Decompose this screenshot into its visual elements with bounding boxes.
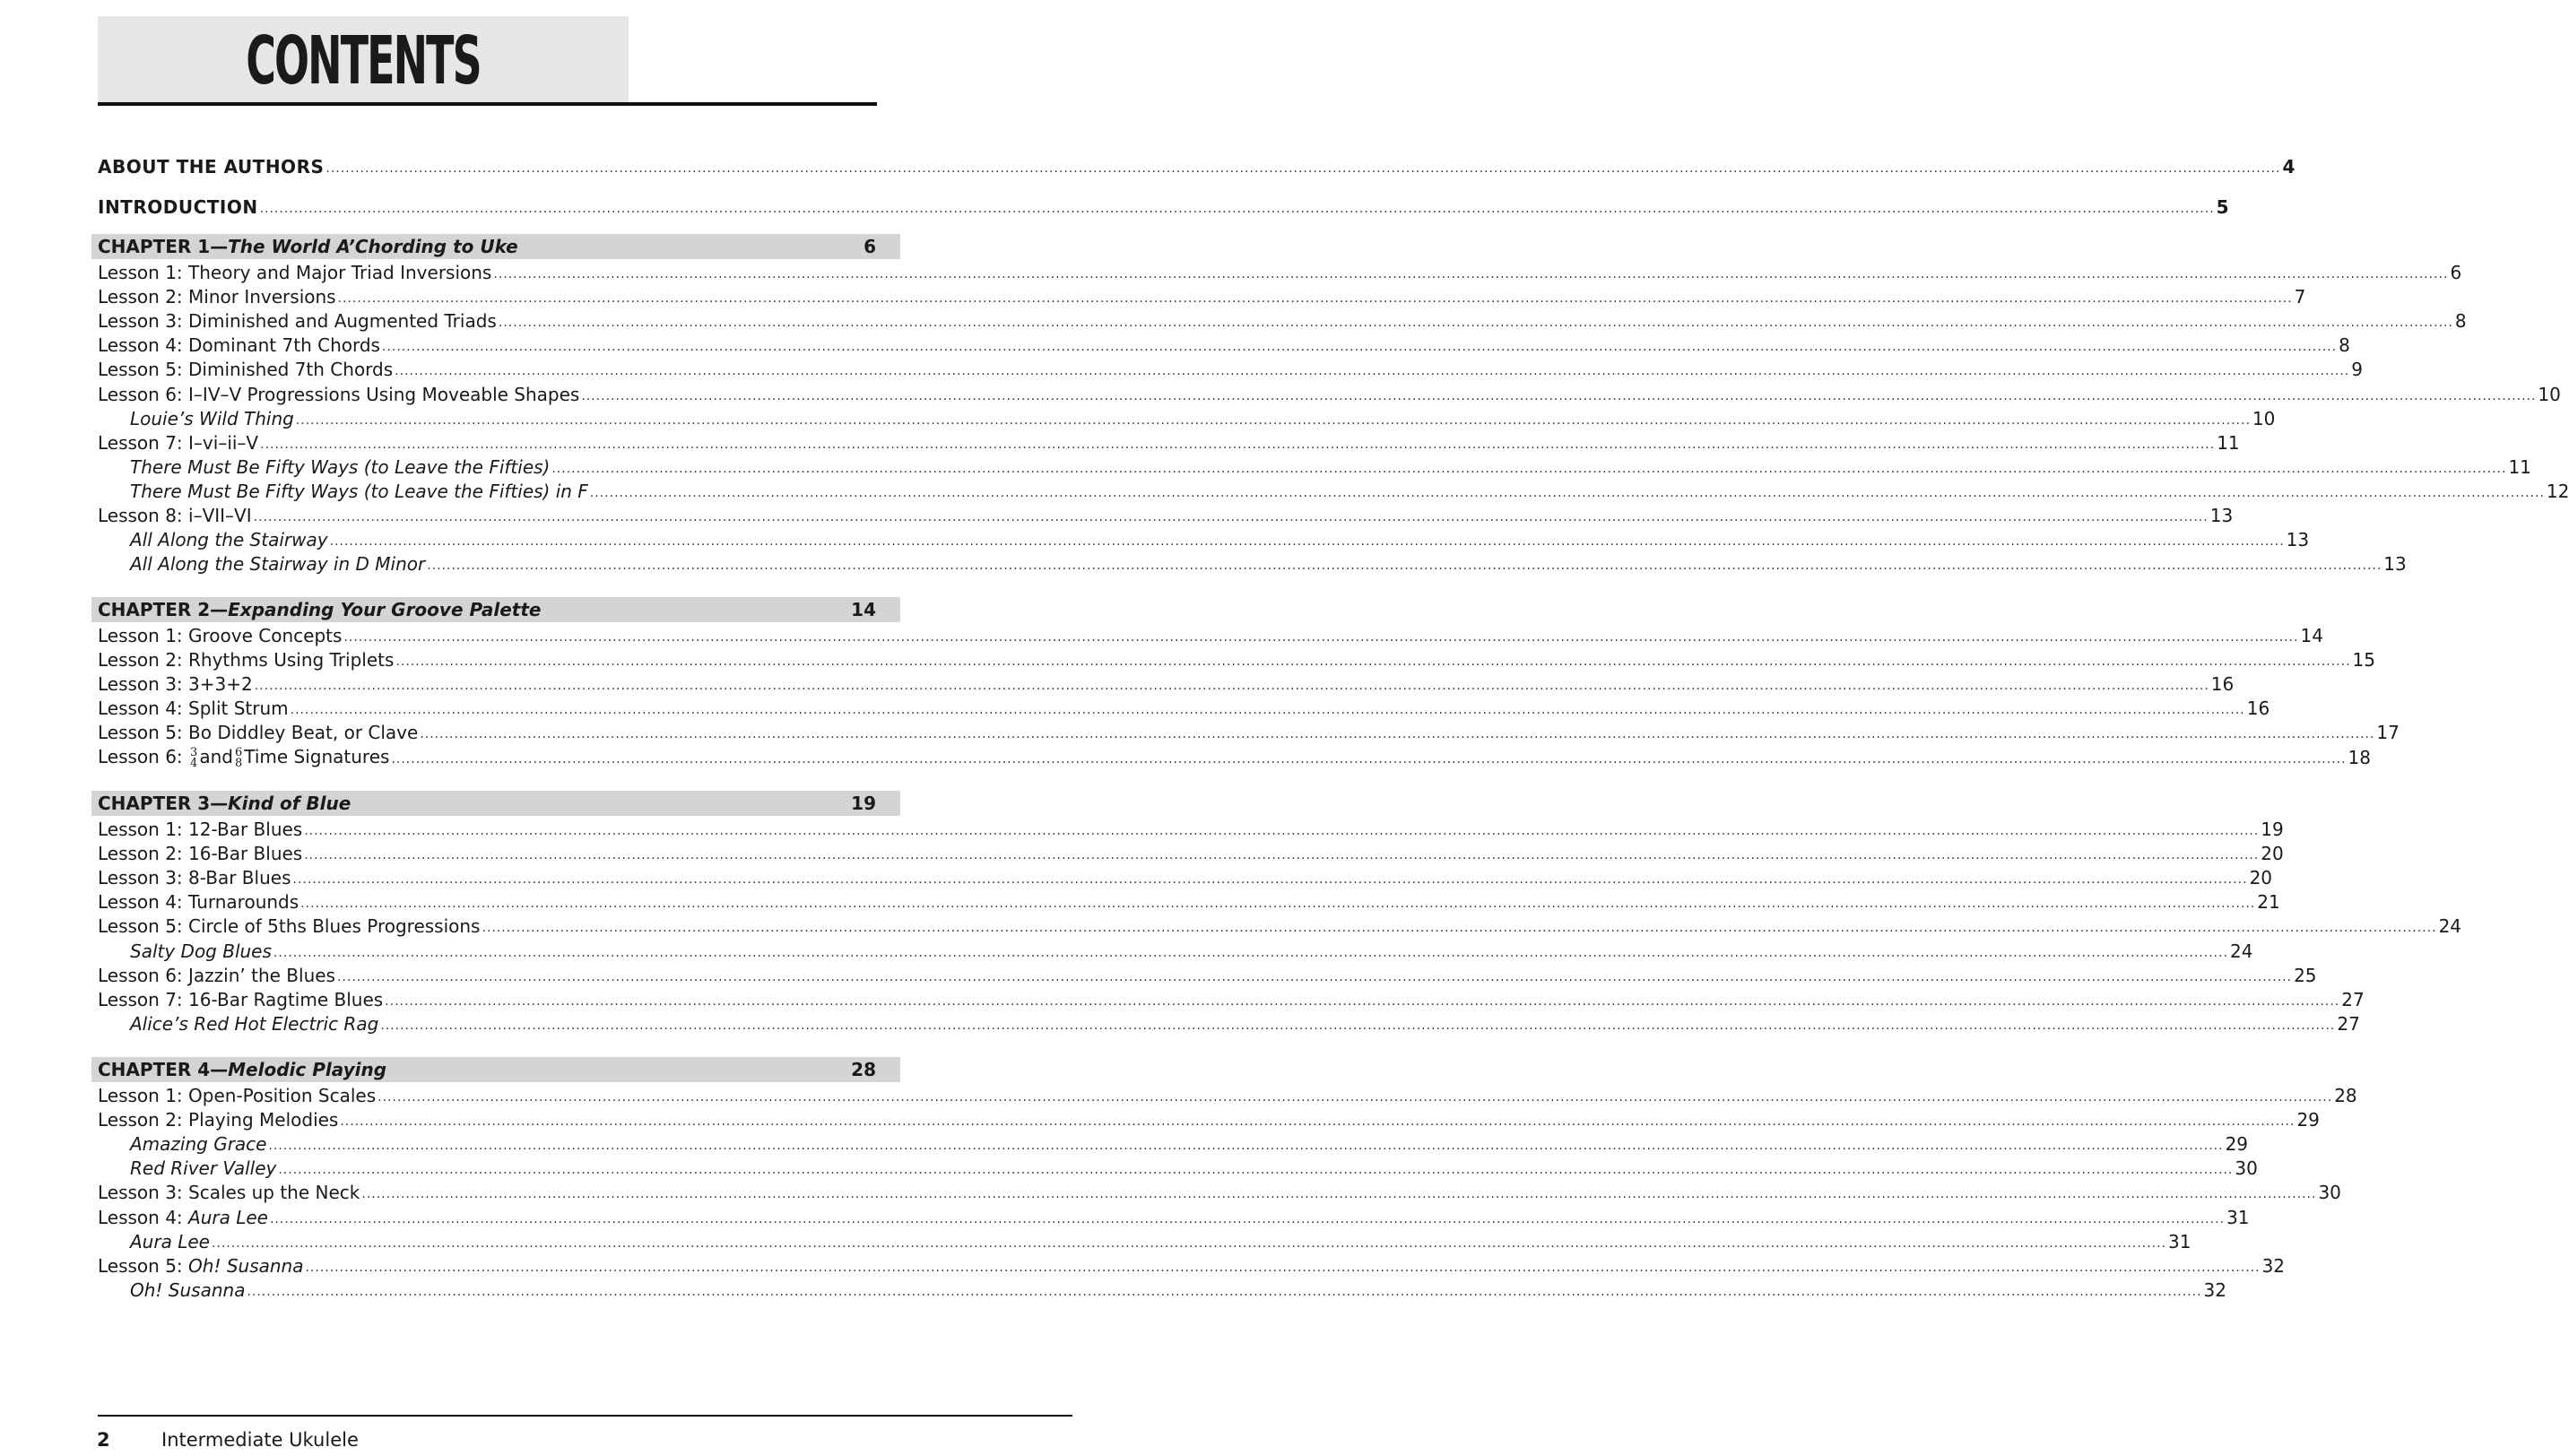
toc-entry [98,504,2234,527]
dot-leader: ................................................................................................................................................................................................................................................................................................................................................................................................................ [329,534,2285,550]
entry-page: 30 [2235,1157,2258,1180]
entry-label-text: Amazing Grace [130,1133,267,1156]
entry-label-text: Lesson 3: 3+3+2 [98,673,253,696]
entry-label-text: Oh! Susanna [130,1278,246,1301]
toc-entry [98,1108,2320,1131]
entry-label-text: Aura Lee [130,1230,210,1252]
entry-page: 11 [2217,431,2240,454]
chapter-heading [91,597,900,622]
toc-entry [98,358,2363,381]
toc-entry [98,890,2280,914]
chapter-number: CHAPTER 3— [98,793,229,814]
entry-page: 18 [2348,746,2371,768]
chapter-title [98,598,541,621]
dot-leader: ................................................................................................................................................................................................................................................................................................................................................................................................................ [292,872,2248,888]
dot-leader: ................................................................................................................................................................................................................................................................................................................................................................................................................ [260,437,2216,452]
entry-label [98,672,253,696]
time-signature [190,745,198,770]
entry-page: 7 [2294,286,2306,308]
toc-entry [98,914,2462,938]
dot-leader: ................................................................................................................................................................................................................................................................................................................................................................................................................ [378,1090,2333,1105]
toc-entry [98,261,2462,284]
entry-label-text: ABOUT THE AUTHORS [98,156,325,178]
entry-page: 9 [2351,359,2363,381]
toc-subentry [130,940,2253,963]
toc-subentry [130,480,2569,503]
toc-subentry [130,1230,2191,1253]
entry-label [98,431,258,455]
entry-label [98,1108,338,1131]
entry-page: 32 [2261,1254,2286,1277]
entry-page: 29 [2296,1109,2320,1131]
entry-label-text: Lesson 6: I–IV–V Progressions Using Moveable Shapes [98,383,580,405]
chapter-number: CHAPTER 2— [98,599,229,620]
entry-label-text: Lesson 7: I–vi–ii–V [98,431,259,454]
toc-entry [98,672,2235,696]
entry-label-text: Louie’s Wild Thing [130,407,294,429]
entry-label [130,407,294,430]
dot-leader: ................................................................................................................................................................................................................................................................................................................................................................................................................ [581,388,2537,403]
dot-leader: ................................................................................................................................................................................................................................................................................................................................................................................................................ [380,1018,2336,1033]
dot-leader: ................................................................................................................................................................................................................................................................................................................................................................................................................ [273,945,2228,960]
dot-leader: ................................................................................................................................................................................................................................................................................................................................................................................................................ [290,703,2245,718]
toc-entry [98,866,2273,889]
entry-label-text: All Along the Stairway [130,529,328,551]
dot-leader: ................................................................................................................................................................................................................................................................................................................................................................................................................ [253,510,2209,524]
entry-label [130,1230,210,1253]
entry-page: 30 [2318,1182,2341,1204]
dot-leader: ................................................................................................................................................................................................................................................................................................................................................................................................................ [391,751,2347,767]
toc-subentry [130,552,2407,576]
entry-label-text: Lesson 1: Groove Concepts [98,625,343,646]
entry-page: 25 [2294,964,2317,986]
entry-page: 27 [2337,1012,2360,1035]
entry-label [98,890,299,914]
dot-leader: ................................................................................................................................................................................................................................................................................................................................................................................................................ [343,630,2299,645]
entry-label [98,914,480,938]
entry-label-text: Red River Valley [130,1157,277,1180]
entry-page: 24 [2438,915,2462,938]
chapter-title [98,235,518,258]
toc-entry [98,155,2296,178]
toc-entry [98,383,2561,406]
toc-entry [98,697,2270,720]
entry-label-text: Lesson 2: 16-Bar Blues [98,843,303,865]
toc-entry [98,624,2323,647]
entry-page: 10 [2252,407,2276,429]
entry-label [98,1206,268,1229]
dot-leader: ................................................................................................................................................................................................................................................................................................................................................................................................................ [498,316,2453,331]
dot-leader: ................................................................................................................................................................................................................................................................................................................................................................................................................ [295,412,2251,428]
dot-leader: ................................................................................................................................................................................................................................................................................................................................................................................................................ [247,1284,2202,1299]
dot-leader: ................................................................................................................................................................................................................................................................................................................................................................................................................ [385,993,2340,1009]
entry-label-text: INTRODUCTION [98,196,258,218]
entry-page: 24 [2230,940,2253,962]
entry-page: 13 [2209,505,2234,526]
toc-subentry [130,1278,2226,1302]
entry-label-text: Alice’s Red Hot Electric Rag [130,1012,379,1035]
toc-entry [98,964,2317,987]
chapter-heading [91,791,900,816]
entry-label [98,745,389,769]
entry-label [98,1254,303,1278]
entry-page: 6 [2450,262,2462,283]
chapter-title [98,1058,386,1081]
chapter-heading [91,234,900,259]
toc-subentry [130,1157,2258,1180]
entry-page: 5 [2216,196,2230,218]
dot-leader: ................................................................................................................................................................................................................................................................................................................................................................................................................ [259,202,2215,216]
entry-page: 20 [2261,843,2284,865]
dot-leader: ................................................................................................................................................................................................................................................................................................................................................................................................................ [482,921,2437,936]
dot-leader: ................................................................................................................................................................................................................................................................................................................................................................................................................ [395,654,2351,670]
entry-label [130,552,425,576]
entry-page: 14 [2300,625,2323,646]
entry-page: 13 [2383,553,2407,576]
entry-label [130,940,272,963]
entry-label-text: Lesson 3: 8-Bar Blues [98,867,291,889]
time-signature-top: 6 [234,745,243,759]
entry-label-text: Lesson 1: Open-Position Scales [98,1085,377,1106]
chapter-number: CHAPTER 1— [98,236,229,257]
toc-subentry [130,407,2276,430]
entry-label-text: Lesson 4: Split Strum [98,698,289,720]
entry-page: 19 [2261,819,2284,840]
entry-label [98,261,491,284]
entry-page: 10 [2538,383,2561,405]
toc-entry [98,1206,2250,1229]
entry-page: 31 [2168,1230,2191,1252]
entry-label [130,528,328,551]
entry-label [98,721,418,744]
time-signature-top: 3 [190,745,198,759]
entry-label [98,842,302,865]
entry-label-text: Salty Dog Blues [130,940,272,962]
dot-leader: ................................................................................................................................................................................................................................................................................................................................................................................................................ [305,1260,2261,1275]
entry-label [98,383,579,406]
chapter-number: CHAPTER 4— [98,1059,229,1080]
entry-label [98,1181,360,1204]
entry-label-text: Lesson 1: 12-Bar Blues [98,819,303,840]
dot-leader: ................................................................................................................................................................................................................................................................................................................................................................................................................ [304,848,2260,863]
dot-leader: ................................................................................................................................................................................................................................................................................................................................................................................................................ [268,1139,2224,1154]
entry-page: 11 [2508,455,2531,478]
dot-leader: ................................................................................................................................................................................................................................................................................................................................................................................................................ [427,559,2382,574]
entry-page: 8 [2454,310,2467,333]
entry-label-text: Lesson 4: [98,1206,183,1228]
entry-label [98,818,302,841]
footer-book-title: Intermediate Ukulele [161,1429,359,1451]
toc-subentry [130,455,2531,479]
dot-leader: ................................................................................................................................................................................................................................................................................................................................................................................................................ [304,824,2260,838]
entry-page: 28 [2334,1085,2357,1106]
entry-label [98,648,394,672]
toc-subentry [130,1132,2249,1156]
time-signature-bottom: 8 [234,756,243,770]
toc-entry [98,818,2284,841]
chapter-page: 28 [851,1059,876,1080]
entry-label-text: Lesson 7: 16-Bar Ragtime Blues [98,988,384,1010]
time-signature-bottom: 4 [190,756,198,770]
entry-label-text: Lesson 4: Dominant 7th Chords [98,334,380,357]
entry-label [98,285,336,308]
chapter-page: 6 [864,236,876,257]
dot-leader: ................................................................................................................................................................................................................................................................................................................................................................................................................ [337,291,2293,307]
entry-label [98,964,335,987]
entry-page: 8 [2339,334,2350,357]
footer-page-number: 2 [97,1429,110,1451]
entry-label [98,988,383,1011]
entry-label-italic: Oh! Susanna [188,1254,304,1277]
toc-subentry [130,528,2310,551]
entry-label [98,624,342,647]
entry-label [98,358,393,381]
entry-label-text: and [199,746,233,767]
chapter-heading [91,1057,900,1082]
toc-entry [98,334,2350,357]
chapter-title [98,792,351,815]
chapter-name: Kind of Blue [228,793,352,814]
dot-leader: ................................................................................................................................................................................................................................................................................................................................................................................................................ [493,267,2449,282]
toc-subentry [130,1012,2360,1036]
entry-page: 16 [2210,673,2235,696]
entry-label-text: Lesson 5: Circle of 5ths Blues Progressions [98,915,481,938]
entry-label [98,195,258,219]
entry-label [130,1132,266,1156]
dot-leader: ................................................................................................................................................................................................................................................................................................................................................................................................................ [269,1211,2226,1226]
entry-label-text: Lesson 2: Playing Melodies [98,1109,339,1131]
entry-page: 20 [2249,867,2273,889]
toc-entry [98,1084,2357,1107]
dot-leader: ................................................................................................................................................................................................................................................................................................................................................................................................................ [395,364,2350,379]
footer-rule [98,1415,1072,1417]
title-banner [98,16,629,102]
time-signature [234,745,243,770]
entry-label [98,504,252,527]
entry-label [130,1012,378,1036]
dot-leader: ................................................................................................................................................................................................................................................................................................................................................................................................................ [551,461,2507,476]
entry-label-text: Time Signatures [244,746,390,767]
toc-entry [98,431,2240,455]
dot-leader: ................................................................................................................................................................................................................................................................................................................................................................................................................ [336,969,2293,984]
chapter-name: Expanding Your Groove Palette [228,599,542,620]
entry-label [98,309,497,333]
entry-label-text: Lesson 1: Theory and Major Triad Inversions [98,262,492,283]
toc-entry [98,285,2306,308]
entry-label-text: Lesson 8: i–VII–VI [98,505,252,526]
chapter-page: 14 [851,599,876,620]
toc-entry [98,988,2365,1011]
dot-leader: ................................................................................................................................................................................................................................................................................................................................................................................................................ [278,1163,2234,1178]
entry-label [130,455,550,479]
entry-label-text: Lesson 2: Rhythms Using Triplets [98,649,395,672]
chapter-page: 19 [851,793,876,814]
toc-entry [98,195,2230,219]
toc-entry [98,1181,2341,1204]
entry-label [98,155,324,178]
dot-leader: ................................................................................................................................................................................................................................................................................................................................................................................................................ [254,679,2209,694]
dot-leader: ................................................................................................................................................................................................................................................................................................................................................................................................................ [589,485,2545,500]
entry-page: 21 [2257,891,2280,914]
entry-label-text: Lesson 3: Diminished and Augmented Triads [98,310,497,333]
chapter-name: Melodic Playing [228,1059,387,1080]
entry-page: 27 [2341,988,2365,1010]
chapter-name: The World A’Chording to Uke [228,236,518,257]
page-title: CONTENTS [246,22,481,100]
dot-leader: ................................................................................................................................................................................................................................................................................................................................................................................................................ [211,1235,2167,1251]
entry-label-text: Lesson 4: Turnarounds [98,891,299,914]
entry-label-text: Lesson 3: Scales up the Neck [98,1182,360,1204]
dot-leader: ................................................................................................................................................................................................................................................................................................................................................................................................................ [300,897,2256,912]
entry-page: 17 [2376,722,2400,744]
entry-label-italic: Aura Lee [188,1206,268,1228]
entry-page: 32 [2203,1278,2226,1301]
entry-label [130,1278,245,1302]
entry-page: 29 [2225,1133,2249,1156]
entry-label [98,697,289,720]
dot-leader: ................................................................................................................................................................................................................................................................................................................................................................................................................ [361,1187,2317,1202]
dot-leader: ................................................................................................................................................................................................................................................................................................................................................................................................................ [340,1114,2296,1130]
entry-page: 12 [2546,480,2569,502]
entry-label [98,866,291,889]
toc-entry [98,309,2467,333]
title-rule [98,102,877,106]
toc-entry [98,842,2284,865]
entry-label [98,1084,376,1107]
entry-page: 13 [2286,529,2310,551]
entry-label [130,480,588,503]
entry-label-text: There Must Be Fifty Ways (to Leave the Fifties) [130,455,551,478]
dot-leader: ................................................................................................................................................................................................................................................................................................................................................................................................................ [325,161,2281,176]
entry-label [130,1157,276,1180]
toc-entry [98,648,2375,672]
entry-label-text: Lesson 6: [98,746,183,767]
entry-label-text: Lesson 5: Diminished 7th Chords [98,359,394,381]
toc-entry [98,745,2371,770]
entry-label-text: All Along the Stairway in D Minor [130,553,426,576]
entry-label-text: There Must Be Fifty Ways (to Leave the Fifties) in F [130,480,588,502]
entry-page: 4 [2282,156,2296,178]
dot-leader: ................................................................................................................................................................................................................................................................................................................................................................................................................ [381,340,2338,355]
toc-entry [98,1254,2286,1278]
dot-leader: ................................................................................................................................................................................................................................................................................................................................................................................................................ [420,727,2375,742]
entry-page: 31 [2226,1206,2250,1228]
toc-entry [98,721,2400,744]
entry-page: 16 [2246,698,2270,720]
entry-label [98,334,380,357]
entry-label-text: Lesson 5: [98,1254,183,1277]
entry-page: 15 [2352,649,2375,672]
entry-label-text: Lesson 6: Jazzin’ the Blues [98,964,335,986]
entry-label-text: Lesson 5: Bo Diddley Beat, or Clave [98,722,419,744]
entry-label-text: Lesson 2: Minor Inversions [98,286,336,308]
